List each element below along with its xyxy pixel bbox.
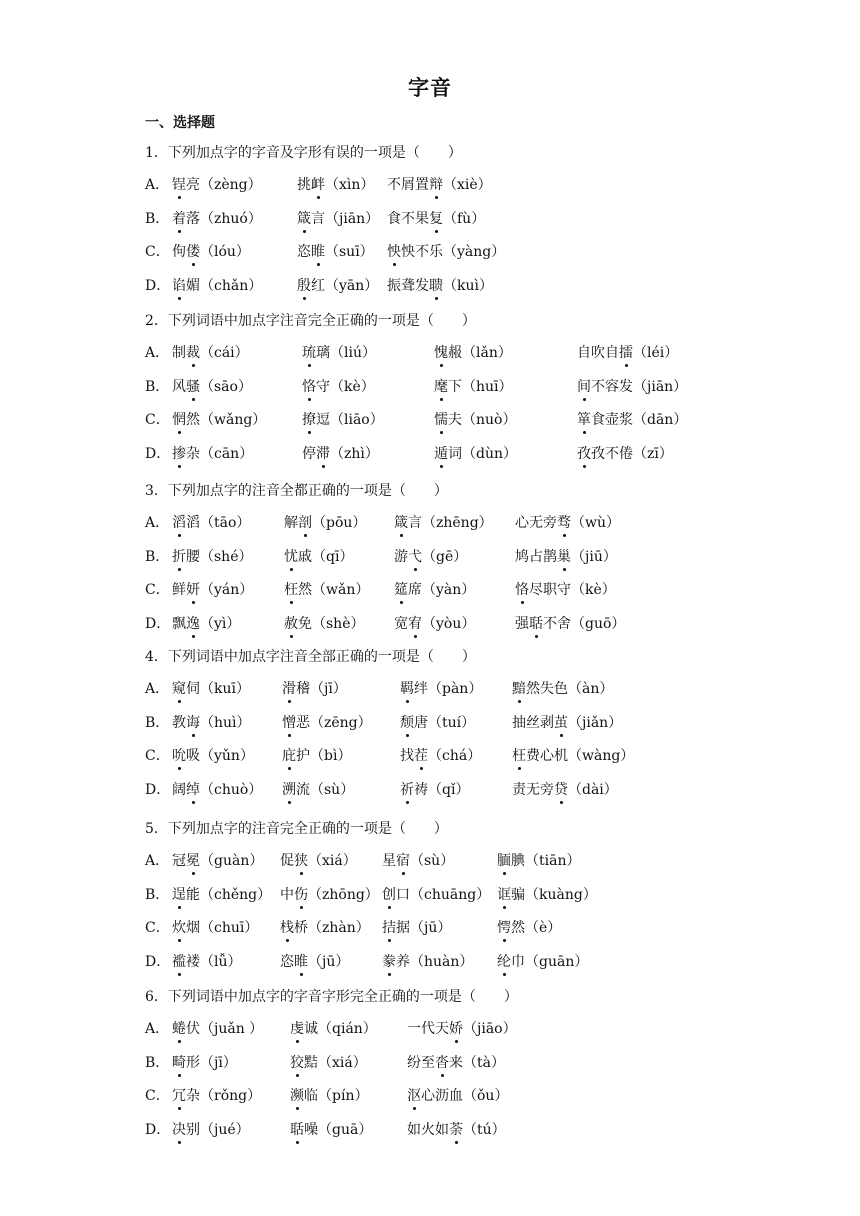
question-stem: 6．下列词语中加点字的字音字形完全正确的一项是（ ） xyxy=(145,989,518,1005)
emphasis-dot-char: 擂 xyxy=(619,342,633,362)
option-letter: B． xyxy=(145,378,170,395)
emphasis-dot-char: 滞 xyxy=(316,443,330,463)
option-word: 逞能（chěng） xyxy=(172,884,271,904)
option-word: 鲜妍（yán） xyxy=(172,579,253,599)
emphasis-dot-char: 睢 xyxy=(294,951,308,971)
emphasis-dot-char: 谄 xyxy=(172,275,186,295)
emphasis-dot-char: 宿 xyxy=(396,850,410,870)
emphasis-dot-char: 聒 xyxy=(290,1119,304,1139)
option-word: 教诲（huì） xyxy=(172,712,251,732)
emphasis-dot-char: 恪 xyxy=(515,579,529,599)
option-word: 箪食壶浆（dān） xyxy=(577,409,687,429)
question-stem: 4．下列词语中加点字注音全部正确的一项是（ ） xyxy=(145,649,476,665)
emphasis-dot-char: 纶 xyxy=(497,951,511,971)
option-word: 庇护（bì） xyxy=(282,745,351,765)
option-word: 强聒不舍（guō） xyxy=(515,613,625,633)
emphasis-dot-char: 滑 xyxy=(282,678,296,698)
emphasis-dot-char: 聒 xyxy=(529,613,543,633)
option-letter: D． xyxy=(145,615,171,632)
option-word: 佝偻（lóu） xyxy=(172,241,250,261)
emphasis-dot-char: 拮 xyxy=(382,917,396,937)
emphasis-dot-char: 琉 xyxy=(302,342,316,362)
option-word: 麾下（huī） xyxy=(434,376,513,396)
option-letter: B． xyxy=(145,210,170,227)
option-word: 创口（chuāng） xyxy=(382,884,490,904)
option-word: 滔滔（tāo） xyxy=(172,512,250,532)
option-word: 筵席（yàn） xyxy=(394,579,475,599)
option-word: 锃亮（zèng） xyxy=(172,174,262,194)
option-word: 阔绰（chuò） xyxy=(172,779,262,799)
emphasis-dot-char: 间 xyxy=(577,376,591,396)
question-stem: 5．下列加点字的注音完全正确的一项是（ ） xyxy=(145,821,448,837)
option-word: 虔诚（qián） xyxy=(290,1018,377,1038)
option-word: 心无旁骛（wù） xyxy=(515,512,620,532)
option-word: 抽丝剥茧（jiǎn） xyxy=(512,712,622,732)
emphasis-dot-char: 茬 xyxy=(414,745,428,765)
emphasis-dot-char: 冗 xyxy=(172,1085,186,1105)
option-letter: B． xyxy=(145,1054,170,1071)
emphasis-dot-char: 麾 xyxy=(434,376,448,396)
option-word: 箴言（zhēng） xyxy=(394,512,493,532)
emphasis-dot-char: 沤 xyxy=(407,1085,421,1105)
emphasis-dot-char: 怏 xyxy=(387,241,401,261)
emphasis-dot-char: 辩 xyxy=(429,174,443,194)
option-letter: C． xyxy=(145,412,170,429)
option-letter: B． xyxy=(145,548,170,565)
option-word: 食不果复（fù） xyxy=(387,208,485,228)
emphasis-dot-char: 衅 xyxy=(311,174,325,194)
option-letter: A． xyxy=(145,1021,170,1037)
option-letter: C． xyxy=(145,920,170,937)
emphasis-dot-char: 逸 xyxy=(186,613,200,633)
option-word: 找茬（chá） xyxy=(400,745,481,765)
option-word: 豢养（huàn） xyxy=(382,951,473,971)
emphasis-dot-char: 颓 xyxy=(400,712,414,732)
page-title: 字音 xyxy=(408,76,452,100)
emphasis-dot-char: 裁 xyxy=(186,342,200,362)
option-word: 冗杂（rǒng） xyxy=(172,1085,261,1105)
option-letter: A． xyxy=(145,681,170,697)
emphasis-dot-char: 撩 xyxy=(302,409,316,429)
option-word: 琉璃（liú） xyxy=(302,342,376,362)
emphasis-dot-char: 睢 xyxy=(311,241,325,261)
emphasis-dot-char: 箴 xyxy=(297,208,311,228)
emphasis-dot-char: 滔 xyxy=(172,512,186,532)
option-word: 促狭（xiá） xyxy=(280,850,357,870)
option-letter: B． xyxy=(145,714,170,731)
emphasis-dot-char: 祈 xyxy=(400,779,414,799)
emphasis-dot-char: 娇 xyxy=(449,1018,463,1038)
emphasis-dot-char: 诓 xyxy=(497,884,511,904)
option-word: 栈桥（zhàn） xyxy=(280,917,370,937)
emphasis-dot-char: 忧 xyxy=(284,546,298,566)
emphasis-dot-char: 濒 xyxy=(290,1085,304,1105)
option-word: 滑稽（jī） xyxy=(282,678,347,698)
option-letter: C． xyxy=(145,244,170,261)
option-word: 腼腆（tiān） xyxy=(497,850,580,870)
option-word: 殷红（yān） xyxy=(297,275,378,295)
option-word: 箴言（jiān） xyxy=(297,208,379,228)
option-word: 愕然（è） xyxy=(497,917,561,937)
option-word: 责无旁贷（dài） xyxy=(512,779,618,799)
emphasis-dot-char: 箴 xyxy=(394,512,408,532)
question-stem: 2．下列词语中加点字注音完全正确的一项是（ ） xyxy=(145,313,476,329)
emphasis-dot-char: 枉 xyxy=(284,579,298,599)
emphasis-dot-char: 骚 xyxy=(186,376,200,396)
emphasis-dot-char: 豢 xyxy=(382,951,396,971)
option-word: 黯然失色（àn） xyxy=(512,678,613,698)
emphasis-dot-char: 栈 xyxy=(280,917,294,937)
option-word: 羁绊（pàn） xyxy=(400,678,482,698)
emphasis-dot-char: 恪 xyxy=(302,376,316,396)
option-word: 谄媚（chǎn） xyxy=(172,275,262,295)
emphasis-dot-char: 茧 xyxy=(554,712,568,732)
emphasis-dot-char: 腼 xyxy=(497,850,511,870)
option-word: 枉然（wǎn） xyxy=(284,579,369,599)
emphasis-dot-char: 锃 xyxy=(172,174,186,194)
option-word: 怏怏不乐（yàng） xyxy=(387,241,505,261)
emphasis-dot-char: 愧 xyxy=(434,342,448,362)
emphasis-dot-char: 褴 xyxy=(172,951,186,971)
option-word: 忧戚（qī） xyxy=(284,546,353,566)
option-word: 颓唐（tuí） xyxy=(400,712,475,732)
option-word: 沤心沥血（ǒu） xyxy=(407,1085,508,1105)
emphasis-dot-char: 蜷 xyxy=(172,1018,186,1038)
option-word: 狡黠（xiá） xyxy=(290,1052,367,1072)
option-letter: A． xyxy=(145,345,170,361)
option-word: 枉费心机（wàng） xyxy=(512,745,634,765)
option-word: 蜷伏（juǎn ） xyxy=(172,1018,263,1038)
option-word: 纷至沓来（tà） xyxy=(407,1052,505,1072)
emphasis-dot-char: 偻 xyxy=(186,241,200,261)
option-word: 懦夫（nuò） xyxy=(434,409,516,429)
emphasis-dot-char: 复 xyxy=(429,208,443,228)
option-word: 纶巾（guān） xyxy=(497,951,588,971)
emphasis-dot-char: 弋 xyxy=(408,546,422,566)
option-word: 恪尽职守（kè） xyxy=(515,579,616,599)
option-letter: C． xyxy=(145,582,170,599)
option-word: 解剖（pōu） xyxy=(284,512,366,532)
emphasis-dot-char: 宥 xyxy=(408,613,422,633)
emphasis-dot-char: 箪 xyxy=(577,409,591,429)
question-stem: 1．下列加点字的字音及字形有误的一项是（ ） xyxy=(145,145,462,161)
option-letter: C． xyxy=(145,748,170,765)
emphasis-dot-char: 巢 xyxy=(557,546,571,566)
question-stem: 3．下列加点字的注音全都正确的一项是（ ） xyxy=(145,483,448,499)
emphasis-dot-char: 溯 xyxy=(282,779,296,799)
option-word: 祈祷（qǐ） xyxy=(400,779,469,799)
option-word: 溯流（sù） xyxy=(282,779,354,799)
emphasis-dot-char: 筵 xyxy=(394,579,408,599)
emphasis-dot-char: 冕 xyxy=(186,850,200,870)
option-word: 风骚（sāo） xyxy=(172,376,252,396)
option-word: 鸠占鹊巢（jiū） xyxy=(515,546,617,566)
option-word: 挑衅（xìn） xyxy=(297,174,374,194)
option-letter: A． xyxy=(145,177,170,193)
option-word: 制裁（cái） xyxy=(172,342,249,362)
emphasis-dot-char: 荼 xyxy=(449,1119,463,1139)
option-letter: D． xyxy=(145,1121,171,1138)
option-word: 飘逸（yì） xyxy=(172,613,240,633)
emphasis-dot-char: 逞 xyxy=(172,884,186,904)
emphasis-dot-char: 殷 xyxy=(297,275,311,295)
option-word: 畸形（jī） xyxy=(172,1052,237,1072)
emphasis-dot-char: 着 xyxy=(172,208,186,228)
option-word: 折腰（shé） xyxy=(172,546,253,566)
option-letter: D． xyxy=(145,445,171,462)
option-word: 如火如荼（tú） xyxy=(407,1119,506,1139)
emphasis-dot-char: 绰 xyxy=(186,779,200,799)
emphasis-dot-char: 骛 xyxy=(557,512,571,532)
option-word: 振聋发聩（kuì） xyxy=(387,275,493,295)
emphasis-dot-char: 沓 xyxy=(435,1052,449,1072)
emphasis-dot-char: 狡 xyxy=(290,1052,304,1072)
option-word: 诓骗（kuàng） xyxy=(497,884,597,904)
emphasis-dot-char: 诲 xyxy=(186,712,200,732)
emphasis-dot-char: 惘 xyxy=(172,409,186,429)
emphasis-dot-char: 创 xyxy=(382,884,396,904)
option-word: 愧赧（lǎn） xyxy=(434,342,512,362)
option-word: 窥伺（kuī） xyxy=(172,678,250,698)
emphasis-dot-char: 决 xyxy=(172,1119,186,1139)
option-word: 一代天娇（jiāo） xyxy=(407,1018,517,1038)
emphasis-dot-char: 枉 xyxy=(512,745,526,765)
option-letter: C． xyxy=(145,1088,170,1105)
option-word: 决别（jué） xyxy=(172,1119,250,1139)
option-letter: A． xyxy=(145,515,170,531)
emphasis-dot-char: 愕 xyxy=(497,917,511,937)
option-word: 宽宥（yòu） xyxy=(394,613,475,633)
option-word: 炊烟（chuī） xyxy=(172,917,258,937)
option-word: 惘然（wǎng） xyxy=(172,409,266,429)
option-word: 吮吸（yǔn） xyxy=(172,745,254,765)
emphasis-dot-char: 聩 xyxy=(429,275,443,295)
emphasis-dot-char: 窥 xyxy=(172,678,186,698)
option-word: 拮据（jū） xyxy=(382,917,451,937)
option-word: 恣睢（jū） xyxy=(280,951,349,971)
emphasis-dot-char: 剖 xyxy=(298,512,312,532)
option-word: 孜孜不倦（zī） xyxy=(577,443,673,463)
option-word: 恣睢（suī） xyxy=(297,241,374,261)
emphasis-dot-char: 吮 xyxy=(172,745,186,765)
option-letter: D． xyxy=(145,277,171,294)
emphasis-dot-char: 黯 xyxy=(512,678,526,698)
option-word: 撩逗（liāo） xyxy=(302,409,384,429)
section-heading: 一、选择题 xyxy=(145,115,215,131)
emphasis-dot-char: 孜 xyxy=(577,443,591,463)
emphasis-dot-char: 妍 xyxy=(186,579,200,599)
emphasis-dot-char: 畸 xyxy=(172,1052,186,1072)
option-letter: A． xyxy=(145,853,170,869)
emphasis-dot-char: 羁 xyxy=(400,678,414,698)
emphasis-dot-char: 庇 xyxy=(282,745,296,765)
option-word: 星宿（sù） xyxy=(382,850,454,870)
emphasis-dot-char: 赦 xyxy=(284,613,298,633)
option-word: 不屑置辩（xiè） xyxy=(387,174,492,194)
emphasis-dot-char: 掺 xyxy=(172,443,186,463)
option-word: 赦免（shè） xyxy=(284,613,365,633)
option-word: 遁词（dùn） xyxy=(434,443,517,463)
option-word: 聒噪（guā） xyxy=(290,1119,372,1139)
option-word: 游弋（gē） xyxy=(394,546,467,566)
option-word: 憎恶（zēng） xyxy=(282,712,372,732)
option-letter: D． xyxy=(145,781,171,798)
emphasis-dot-char: 炊 xyxy=(172,917,186,937)
emphasis-dot-char: 虔 xyxy=(290,1018,304,1038)
emphasis-dot-char: 遁 xyxy=(434,443,448,463)
option-letter: D． xyxy=(145,953,171,970)
emphasis-dot-char: 懦 xyxy=(434,409,448,429)
option-word: 恪守（kè） xyxy=(302,376,375,396)
option-word: 间不容发（jiān） xyxy=(577,376,687,396)
emphasis-dot-char: 狭 xyxy=(294,850,308,870)
emphasis-dot-char: 贷 xyxy=(554,779,568,799)
option-word: 着落（zhuó） xyxy=(172,208,262,228)
emphasis-dot-char: 折 xyxy=(172,546,186,566)
option-word: 中伤（zhōng） xyxy=(280,884,379,904)
emphasis-dot-char: 憎 xyxy=(282,712,296,732)
option-word: 褴褛（lǚ） xyxy=(172,951,242,971)
option-word: 停滞（zhì） xyxy=(302,443,379,463)
option-letter: B． xyxy=(145,886,170,903)
option-word: 掺杂（cān） xyxy=(172,443,253,463)
emphasis-dot-char: 伤 xyxy=(294,884,308,904)
option-word: 濒临（pín） xyxy=(290,1085,368,1105)
option-word: 冠冕（guàn） xyxy=(172,850,263,870)
option-word: 自吹自擂（léi） xyxy=(577,342,678,362)
